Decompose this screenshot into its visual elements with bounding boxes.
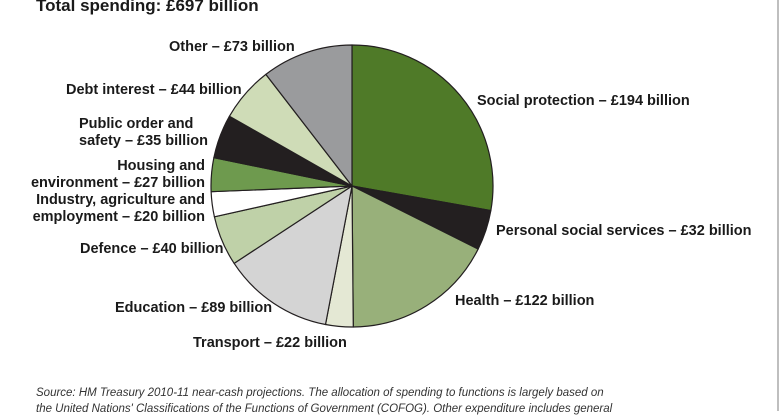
source-line-1: Source: HM Treasury 2010-11 near-cash projections. The allocation of spending to functions is largely based on	[36, 387, 604, 399]
label-transport: Transport – £22 billion	[193, 335, 347, 351]
label-health: Health – £122 billion	[455, 293, 595, 309]
label-personal-social-services: Personal social services – £32 billion	[496, 223, 752, 239]
label-other: Other – £73 billion	[169, 39, 295, 55]
label-housing-line-2: environment – £27 billion	[30, 175, 205, 191]
label-education: Education – £89 billion	[115, 300, 273, 316]
label-debt-interest: Debt interest – £44 billion	[66, 82, 242, 98]
source-line-2: the United Nations' Classifications of the Functions of Government (COFOG). Other expenditure includes general	[36, 403, 613, 415]
label-housing-environment	[25, 158, 205, 192]
pie-slice-social-protection	[352, 45, 493, 211]
label-public-order-line-1: Public order and	[79, 116, 194, 132]
source-note	[36, 385, 736, 417]
label-industry-agriculture-employment	[29, 192, 205, 226]
pie-slices	[211, 45, 493, 327]
label-industry-line-1: Industry, agriculture and	[36, 192, 205, 208]
label-public-order-safety	[79, 116, 208, 150]
chart-title: Total spending: £697 billion	[36, 0, 259, 15]
label-social-protection: Social protection – £194 billion	[477, 93, 690, 109]
label-public-order-line-2: safety – £35 billion	[79, 133, 208, 149]
label-housing-line-1: Housing and	[117, 158, 205, 174]
label-defence: Defence – £40 billion	[80, 241, 224, 257]
label-industry-line-2: employment – £20 billion	[32, 209, 205, 225]
